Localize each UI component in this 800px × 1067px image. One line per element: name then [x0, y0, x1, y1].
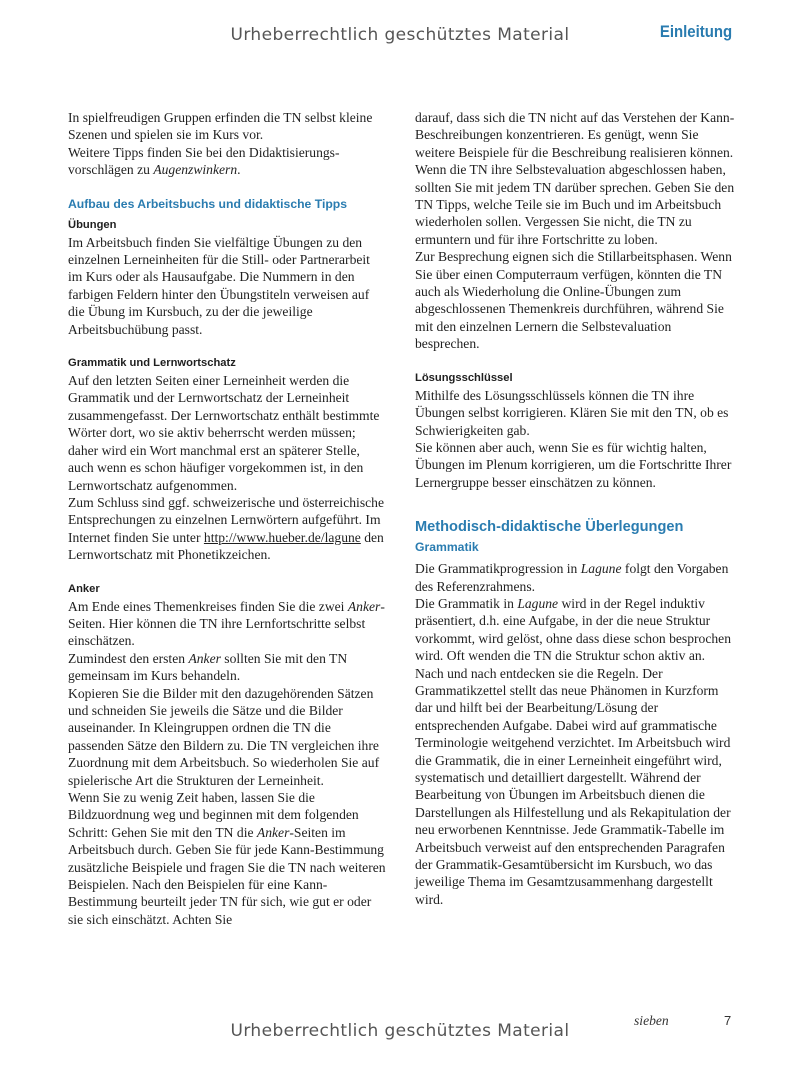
heading-grammatik: Grammatik [415, 540, 479, 555]
page-number-word: sieben [634, 1013, 669, 1028]
heading-methodisch-didaktisch: Methodisch-didaktische Überlegungen [415, 519, 684, 536]
loesung-paragraph-1: Mithilfe des Lösungsschlüssels können die TN ihre Übungen selbst korrigieren. Klären Sie mit den TN, ob es Schwierigkeiten gab. [415, 387, 729, 438]
anker-paragraph-3: Kopieren Sie die Bilder mit den dazugehörenden Sätzen und schneiden Sie jeweils die Sätze und die Bilder auseinander. In Kleingruppen ordnen die TN die passenden Sätze den Bildern zu. Die TN vergleichen ihre Zuordnung mit dem Arbeitsbuch. So wiederholen Sie auf spielerische Art die Strukturen der Lerneinheit. [68, 685, 380, 788]
grammatik-paragraph-2: Die Grammatik in Lagune wird in der Regel induktiv präsentiert, d.h. eine Aufgabe, in der die neue Struktur vorkommt, wird gelöst, ohne dass diese schon besprochen wird. Oft wenden die TN die Struktur schon aktiv an. Nach und nach entdecken sie die Regeln. Der Grammatikzettel stellt das neue Phänomen in Kurzform dar und hilft bei der Bearbeitung/Lösung der entsprechenden Aufgabe. Dabei wird auf grammatische Terminologie weitgehend verzichtet. Im Arbeitsbuch wird die Grammatik, die in einer Lerneinheit eingeführt wird, systematisch und detailliert dargestellt. Während der Bearbeitung von Übungen im Arbeitsbuch dienen die Darstellungen als Hilfestellung und als Rekapitulation der neu erworbenen Kenntnisse. Jede Grammatik-Tabelle im Arbeitsbuch verweist auf den entsprechenden Paragrafen der Grammatik-Gesamtübersicht im Kursbuch, wo das jeweilige Thema im Gesamtzusammenhang dargestellt wird. [415, 595, 731, 907]
intro-paragraph-1: In spielfreudigen Gruppen erfinden die TN selbst kleine Szenen und spielen sie im Kurs vor. [68, 110, 373, 143]
watermark-top: Urheberrechtlich geschütztes Material [230, 25, 570, 45]
uebungen-paragraph: Im Arbeitsbuch finden Sie vielfältige Übungen zu den einzelnen Lerneinheiten für die Still- oder Partnerarbeit im Kurs oder als Hausaufgabe. Die Nummern in den farbigen Feldern hinter den Übungstiteln verweisen auf die Übung im Kursbuch, zu der die jeweilige Arbeitsbuchübung passt. [68, 234, 370, 337]
hueber-link[interactable]: http://www.hueber.de/lagune [203, 529, 361, 545]
right-column [415, 109, 735, 908]
continuation-paragraph-3: Zur Besprechung eignen sich die Stillarbeitsphasen. Wenn Sie über einen Computerraum verfügen, könnten die TN auch als Wiederholung die Online-Übungen zum abgeschlossenen Themenkreis durchführen, während Sie mit den einzelnen Lernern die Selbstevaluation besprechen. [415, 249, 732, 352]
left-column [68, 109, 386, 928]
heading-anker: Anker [68, 582, 100, 595]
continuation-paragraph-1: darauf, dass sich die TN nicht auf das Verstehen der Kann-Beschreibungen konzentrieren. Es genügt, wenn Sie weitere Beispiele für die Beschreibung realisieren können. [415, 110, 735, 160]
grammatik-lws-paragraph-2: Zum Schluss sind ggf. schweizerische und österreichische Entsprechungen zu einzelnen Lernwörtern aufgeführt. Im Internet finden Sie unter http://www.hueber.de/lagune den Lernwortschatz mit Phonetikzeichen. [68, 494, 384, 563]
anker-paragraph-4: Wenn Sie zu wenig Zeit haben, lassen Sie die Bildzuordnung weg und beginnen mit dem folgenden Schritt: Gehen Sie mit den TN die Anker-Seiten im Arbeitsbuch durch. Geben Sie für jede Kann-Bestimmung zusätzliche Beispiele und fragen Sie die TN nach weiteren Beispielen. Nach den Beispielen für eine Kann-Bestimmung beurteilt jeder TN für sich, wie gut er oder sie sich einschätzt. Achten Sie [68, 790, 386, 927]
heading-aufbau: Aufbau des Arbeitsbuchs und didaktische Tipps [68, 196, 347, 211]
grammatik-lws-paragraph-1: Auf den letzten Seiten einer Lerneinheit werden die Grammatik und der Lernwortschatz der Lerneinheit zusammengefasst. Der Lernwortschatz enthält bestimmte Wörter dort, wo sie aktiv beherrscht werden müssen; daher wird ein Wort manchmal erst an späterer Stelle, auch wenn es schon häufiger vorgekommen ist, in den Lernwortschatz aufgenommen. [68, 373, 380, 493]
grammatik-paragraph-1: Die Grammatikprogression in Lagune folgt den Vorgaben des Referenzrahmens. [415, 561, 729, 594]
heading-uebungen: Übungen [68, 218, 117, 231]
heading-loesungsschluessel: Lösungsschlüssel [415, 371, 513, 384]
intro-paragraph-2: Weitere Tipps finden Sie bei den Didaktisierungsvorschlägen zu Augenzwinkern. [68, 144, 340, 178]
section-label: Einleitung [659, 22, 732, 41]
watermark-bottom: Urheberrechtlich geschütztes Material [230, 1021, 570, 1041]
heading-grammatik-lernwortschatz: Grammatik und Lernwortschatz [68, 357, 236, 370]
anker-paragraph-2: Zumindest den ersten Anker sollten Sie mit den TN gemeinsam im Kurs behandeln. [68, 650, 348, 684]
page-number: 7 [724, 1013, 732, 1028]
loesung-paragraph-2: Sie können aber auch, wenn Sie es für wichtig halten, Übungen im Plenum korrigieren, um die Fortschritte Ihrer Lernergruppe besser einschätzen zu können. [415, 439, 732, 490]
continuation-paragraph-2: Wenn die TN ihre Selbstevaluation abgeschlossen haben, sollten Sie mit jedem TN darüber sprechen. Geben Sie den TN Tipps, welche Teile sie im Buch und im Arbeitsbuch wiederholen sollen. Vergessen Sie nicht, die TN zu ermuntern und für ihre Fortschritte zu loben. [415, 162, 735, 247]
anker-paragraph-1: Am Ende eines Themenkreises finden Sie die zwei Anker-Seiten. Hier können die TN ihre Lernfortschritte selbst einschätzen. [68, 598, 385, 649]
